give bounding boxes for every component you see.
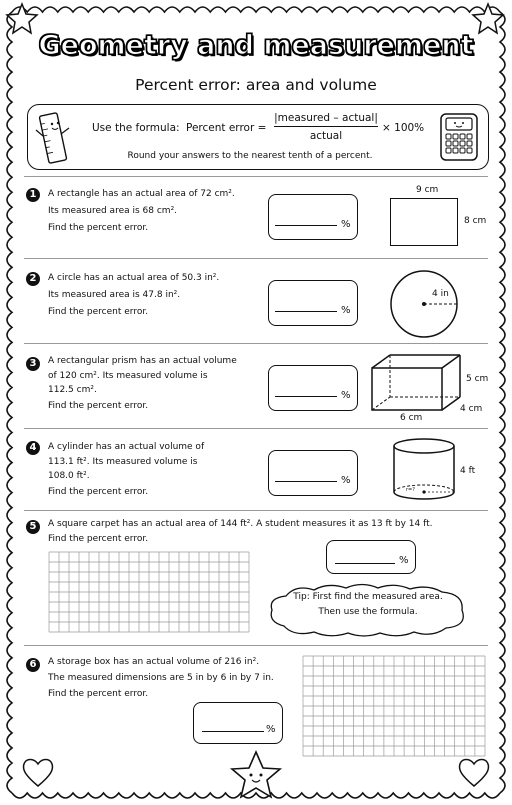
problem-text: A storage box has an actual volume of 216 in². [48,657,260,667]
formula-denominator: actual [309,130,343,142]
answer-box[interactable] [193,702,283,744]
problem-text: Find the percent error. [48,307,149,317]
answer-box[interactable] [326,540,416,574]
problem-text: of 120 cm². Its measured volume is [48,371,208,381]
formula-numerator: |measured – actual| [274,112,378,127]
section-divider [24,258,488,259]
prism-height-label: 5 cm [466,374,489,384]
problem-text: Find the percent error. [48,534,149,544]
problem-number: 1 [26,188,40,202]
percent-sign: % [341,475,351,486]
section-divider [24,343,488,344]
problem-text: A square carpet has an actual area of 144 ft². A student measures it as 13 ft by 14 ft. [48,519,433,529]
tip-line: Then use the formula. [318,607,418,617]
problem-text: 112.5 cm². [48,385,97,395]
border-scallop [12,793,500,798]
border-scallop [12,7,500,12]
percent-sign: % [341,390,351,401]
problem-text: Find the percent error. [48,487,149,497]
problem-text: Its measured area is 47.8 in². [48,290,181,300]
section-divider [24,645,488,646]
problem-text: Find the percent error. [48,223,149,233]
section-divider [24,428,488,429]
formula-label: Percent error = [186,122,267,134]
problem-number: 2 [26,272,40,286]
answer-box[interactable] [268,365,358,411]
answer-box[interactable] [268,280,358,326]
prism-length-label: 6 cm [400,413,423,423]
page-subtitle: Percent error: area and volume [135,76,377,94]
prism-figure [368,352,468,416]
percent-sign: % [341,305,351,316]
answer-line[interactable] [275,311,337,312]
problem-text: A cylinder has an actual volume of [48,442,205,452]
problem-text: Its measured area is 68 cm². [48,206,178,216]
section-divider [24,510,488,511]
problem-text: Find the percent error. [48,401,149,411]
rectangle-height-label: 8 cm [464,216,487,226]
page-title: Geometry and measurement [38,30,474,61]
cylinder-figure [392,436,458,502]
rounding-instruction: Round your answers to the nearest tenth of a percent. [127,151,373,161]
problem-text: Find the percent error. [48,689,149,699]
problem-text: 108.0 ft². [48,471,90,481]
answer-line[interactable] [275,225,337,226]
answer-line[interactable] [275,396,337,397]
work-grid[interactable] [302,655,486,757]
problem-number: 3 [26,357,40,371]
calculator-mascot-icon [438,112,480,164]
section-divider [24,176,488,177]
problem-text: 113.1 ft². Its measured volume is [48,457,198,467]
tip-text [276,590,460,630]
answer-box[interactable] [268,450,358,496]
prism-depth-label: 4 cm [460,404,483,414]
rectangle-figure [390,198,458,246]
problem-number: 5 [26,520,40,534]
circle-radius-label: 4 in [432,289,449,299]
border-scallop [500,12,505,793]
answer-line[interactable] [275,481,337,482]
percent-sign: % [341,219,351,230]
problem-number: 4 [26,441,40,455]
cylinder-radius-label: r=? [406,487,415,493]
cylinder-height-label: 4 ft [460,466,476,476]
formula-multiplier: × 100% [382,122,425,134]
answer-line[interactable] [202,731,264,732]
problem-text: A rectangular prism has an actual volume [48,356,237,366]
answer-box[interactable] [268,194,358,240]
problem-text: A circle has an actual area of 50.3 in². [48,273,220,283]
percent-sign: % [266,724,276,735]
percent-sign: % [399,555,409,566]
problem-text: The measured dimensions are 5 in by 6 in by 7 in. [48,673,274,683]
work-grid[interactable] [48,551,250,633]
problem-number: 6 [26,658,40,672]
circle-figure [388,268,460,340]
border-scallop [7,12,12,793]
answer-line[interactable] [335,563,395,564]
rectangle-width-label: 9 cm [416,185,439,195]
tip-line: Tip: First find the measured area. [293,592,443,602]
problem-text: A rectangle has an actual area of 72 cm². [48,189,235,199]
formula-intro: Use the formula: [92,122,180,134]
